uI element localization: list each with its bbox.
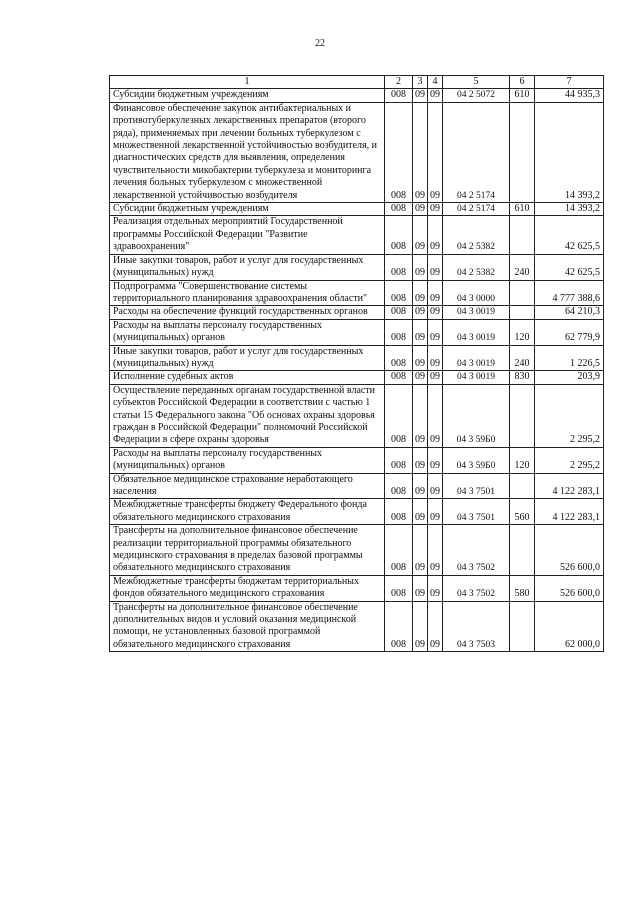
row-target-article-code: 04 3 0019 bbox=[443, 371, 510, 384]
row-subsection-code: 09 bbox=[428, 473, 443, 499]
row-target-article-code: 04 2 5174 bbox=[443, 102, 510, 202]
row-name: Подпрограмма "Совершенствование системы территориального планирования здравоохранения области" bbox=[110, 280, 385, 306]
row-section-code: 09 bbox=[413, 371, 428, 384]
row-amount: 14 393,2 bbox=[535, 203, 604, 216]
row-target-article-code: 04 3 7502 bbox=[443, 575, 510, 601]
row-expense-type-code: 610 bbox=[510, 89, 535, 102]
row-name: Межбюджетные трансферты бюджетам территориальных фондов обязательного медицинского страхования bbox=[110, 575, 385, 601]
row-expense-type-code: 560 bbox=[510, 499, 535, 525]
row-name: Трансферты на дополнительное финансовое обеспечение дополнительных видов и условий оказания медицинской помощи, не установленных базовой программой обязательного медицинского страхования bbox=[110, 601, 385, 652]
row-amount: 526 600,0 bbox=[535, 525, 604, 576]
row-expense-type-code bbox=[510, 102, 535, 202]
row-section-code: 09 bbox=[413, 102, 428, 202]
row-ved-code: 008 bbox=[385, 601, 413, 652]
row-section-code: 09 bbox=[413, 601, 428, 652]
table-row bbox=[110, 384, 604, 447]
table-row bbox=[110, 102, 604, 202]
row-ved-code: 008 bbox=[385, 473, 413, 499]
row-amount: 42 625,5 bbox=[535, 216, 604, 254]
row-expense-type-code bbox=[510, 306, 535, 319]
row-ved-code: 008 bbox=[385, 216, 413, 254]
row-ved-code: 008 bbox=[385, 371, 413, 384]
row-ved-code: 008 bbox=[385, 345, 413, 371]
row-target-article-code: 04 3 0000 bbox=[443, 280, 510, 306]
row-expense-type-code bbox=[510, 601, 535, 652]
row-section-code: 09 bbox=[413, 216, 428, 254]
row-expense-type-code: 830 bbox=[510, 371, 535, 384]
header-col-6: 6 bbox=[510, 76, 535, 89]
table-row bbox=[110, 525, 604, 576]
table-row bbox=[110, 371, 604, 384]
row-name: Осуществление переданных органам государственной власти субъектов Российской Федерации в соответствии с частью 1 статьи 15 Федерального закона "Об основах охраны здоровья граждан в Российской Федерации" полномочий Российской Федерации в сфере охраны здоровья bbox=[110, 384, 385, 447]
row-expense-type-code: 580 bbox=[510, 575, 535, 601]
row-name: Финансовое обеспечение закупок антибактериальных и противотуберкулезных лекарственных препаратов (второго ряда), применяемых при лечении больных туберкулезом с множественной лекарственной устойчивостью возбудителя, и диагностических средств для выявления, определения чувствительности микобактерии туберкулеза и мониторинга лечения больных туберкулезом с множественной лекарственной устойчивостью возбудителя bbox=[110, 102, 385, 202]
row-amount: 44 935,3 bbox=[535, 89, 604, 102]
row-expense-type-code: 120 bbox=[510, 319, 535, 345]
row-target-article-code: 04 2 5382 bbox=[443, 216, 510, 254]
row-subsection-code: 09 bbox=[428, 371, 443, 384]
row-ved-code: 008 bbox=[385, 89, 413, 102]
row-name: Иные закупки товаров, работ и услуг для государственных (муниципальных) нужд bbox=[110, 345, 385, 371]
row-ved-code: 008 bbox=[385, 575, 413, 601]
row-amount: 14 393,2 bbox=[535, 102, 604, 202]
row-ved-code: 008 bbox=[385, 102, 413, 202]
row-ved-code: 008 bbox=[385, 499, 413, 525]
row-name: Субсидии бюджетным учреждениям bbox=[110, 89, 385, 102]
row-target-article-code: 04 3 0019 bbox=[443, 306, 510, 319]
header-col-2: 2 bbox=[385, 76, 413, 89]
row-section-code: 09 bbox=[413, 575, 428, 601]
row-subsection-code: 09 bbox=[428, 203, 443, 216]
row-section-code: 09 bbox=[413, 203, 428, 216]
budget-table bbox=[109, 75, 604, 652]
row-subsection-code: 09 bbox=[428, 102, 443, 202]
row-amount: 4 777 388,6 bbox=[535, 280, 604, 306]
row-subsection-code: 09 bbox=[428, 499, 443, 525]
header-col-5: 5 bbox=[443, 76, 510, 89]
row-amount: 4 122 283,1 bbox=[535, 499, 604, 525]
row-amount: 526 600,0 bbox=[535, 575, 604, 601]
row-expense-type-code: 240 bbox=[510, 254, 535, 280]
row-amount: 62 779,9 bbox=[535, 319, 604, 345]
row-section-code: 09 bbox=[413, 384, 428, 447]
row-target-article-code: 04 3 59Б0 bbox=[443, 447, 510, 473]
table-row bbox=[110, 89, 604, 102]
row-name: Иные закупки товаров, работ и услуг для государственных (муниципальных) нужд bbox=[110, 254, 385, 280]
row-target-article-code: 04 3 7501 bbox=[443, 499, 510, 525]
row-target-article-code: 04 2 5072 bbox=[443, 89, 510, 102]
table-row bbox=[110, 203, 604, 216]
row-subsection-code: 09 bbox=[428, 306, 443, 319]
row-ved-code: 008 bbox=[385, 525, 413, 576]
table-row bbox=[110, 473, 604, 499]
row-name: Расходы на выплаты персоналу государственных (муниципальных) органов bbox=[110, 319, 385, 345]
page-number: 22 bbox=[315, 38, 325, 49]
row-name: Субсидии бюджетным учреждениям bbox=[110, 203, 385, 216]
row-subsection-code: 09 bbox=[428, 216, 443, 254]
row-subsection-code: 09 bbox=[428, 345, 443, 371]
row-ved-code: 008 bbox=[385, 319, 413, 345]
row-subsection-code: 09 bbox=[428, 89, 443, 102]
row-target-article-code: 04 3 7503 bbox=[443, 601, 510, 652]
row-ved-code: 008 bbox=[385, 306, 413, 319]
table-row bbox=[110, 254, 604, 280]
row-name: Реализация отдельных мероприятий Государственной программы Российской Федерации "Развитие здравоохранения" bbox=[110, 216, 385, 254]
row-amount: 1 226,5 bbox=[535, 345, 604, 371]
row-expense-type-code: 120 bbox=[510, 447, 535, 473]
row-ved-code: 008 bbox=[385, 203, 413, 216]
row-name: Расходы на обеспечение функций государственных органов bbox=[110, 306, 385, 319]
row-section-code: 09 bbox=[413, 89, 428, 102]
row-subsection-code: 09 bbox=[428, 601, 443, 652]
table-row bbox=[110, 345, 604, 371]
row-name: Обязательное медицинское страхование неработающего населения bbox=[110, 473, 385, 499]
row-subsection-code: 09 bbox=[428, 525, 443, 576]
row-amount: 203,9 bbox=[535, 371, 604, 384]
row-subsection-code: 09 bbox=[428, 575, 443, 601]
row-target-article-code: 04 3 0019 bbox=[443, 345, 510, 371]
row-name: Межбюджетные трансферты бюджету Федерального фонда обязательного медицинского страхования bbox=[110, 499, 385, 525]
row-ved-code: 008 bbox=[385, 447, 413, 473]
row-target-article-code: 04 3 7502 bbox=[443, 525, 510, 576]
row-amount: 64 210,3 bbox=[535, 306, 604, 319]
row-section-code: 09 bbox=[413, 525, 428, 576]
row-target-article-code: 04 2 5174 bbox=[443, 203, 510, 216]
row-section-code: 09 bbox=[413, 473, 428, 499]
row-section-code: 09 bbox=[413, 345, 428, 371]
row-section-code: 09 bbox=[413, 280, 428, 306]
table-row bbox=[110, 499, 604, 525]
row-section-code: 09 bbox=[413, 319, 428, 345]
row-subsection-code: 09 bbox=[428, 447, 443, 473]
row-section-code: 09 bbox=[413, 254, 428, 280]
row-amount: 62 000,0 bbox=[535, 601, 604, 652]
table-row bbox=[110, 447, 604, 473]
header-col-3: 3 bbox=[413, 76, 428, 89]
row-ved-code: 008 bbox=[385, 280, 413, 306]
row-amount: 4 122 283,1 bbox=[535, 473, 604, 499]
row-subsection-code: 09 bbox=[428, 384, 443, 447]
header-col-7: 7 bbox=[535, 76, 604, 89]
row-subsection-code: 09 bbox=[428, 319, 443, 345]
row-expense-type-code bbox=[510, 280, 535, 306]
row-section-code: 09 bbox=[413, 499, 428, 525]
row-section-code: 09 bbox=[413, 447, 428, 473]
header-col-4: 4 bbox=[428, 76, 443, 89]
table-row bbox=[110, 575, 604, 601]
row-expense-type-code: 610 bbox=[510, 203, 535, 216]
row-expense-type-code bbox=[510, 525, 535, 576]
row-amount: 2 295,2 bbox=[535, 384, 604, 447]
row-subsection-code: 09 bbox=[428, 254, 443, 280]
table-row bbox=[110, 216, 604, 254]
row-ved-code: 008 bbox=[385, 384, 413, 447]
row-expense-type-code bbox=[510, 473, 535, 499]
row-amount: 2 295,2 bbox=[535, 447, 604, 473]
row-name: Трансферты на дополнительное финансовое обеспечение реализации территориальной программы обязательного медицинского страхования в пределах базовой программы обязательного медицинского страхования bbox=[110, 525, 385, 576]
table-row bbox=[110, 601, 604, 652]
row-subsection-code: 09 bbox=[428, 280, 443, 306]
row-target-article-code: 04 3 59Б0 bbox=[443, 384, 510, 447]
table-row bbox=[110, 306, 604, 319]
row-ved-code: 008 bbox=[385, 254, 413, 280]
header-row bbox=[110, 76, 604, 89]
header-col-1: 1 bbox=[110, 76, 385, 89]
row-target-article-code: 04 2 5382 bbox=[443, 254, 510, 280]
row-amount: 42 625,5 bbox=[535, 254, 604, 280]
table-row bbox=[110, 319, 604, 345]
row-expense-type-code bbox=[510, 384, 535, 447]
row-section-code: 09 bbox=[413, 306, 428, 319]
row-name: Исполнение судебных актов bbox=[110, 371, 385, 384]
row-expense-type-code bbox=[510, 216, 535, 254]
row-target-article-code: 04 3 0019 bbox=[443, 319, 510, 345]
row-target-article-code: 04 3 7501 bbox=[443, 473, 510, 499]
row-expense-type-code: 240 bbox=[510, 345, 535, 371]
table-row bbox=[110, 280, 604, 306]
row-name: Расходы на выплаты персоналу государственных (муниципальных) органов bbox=[110, 447, 385, 473]
